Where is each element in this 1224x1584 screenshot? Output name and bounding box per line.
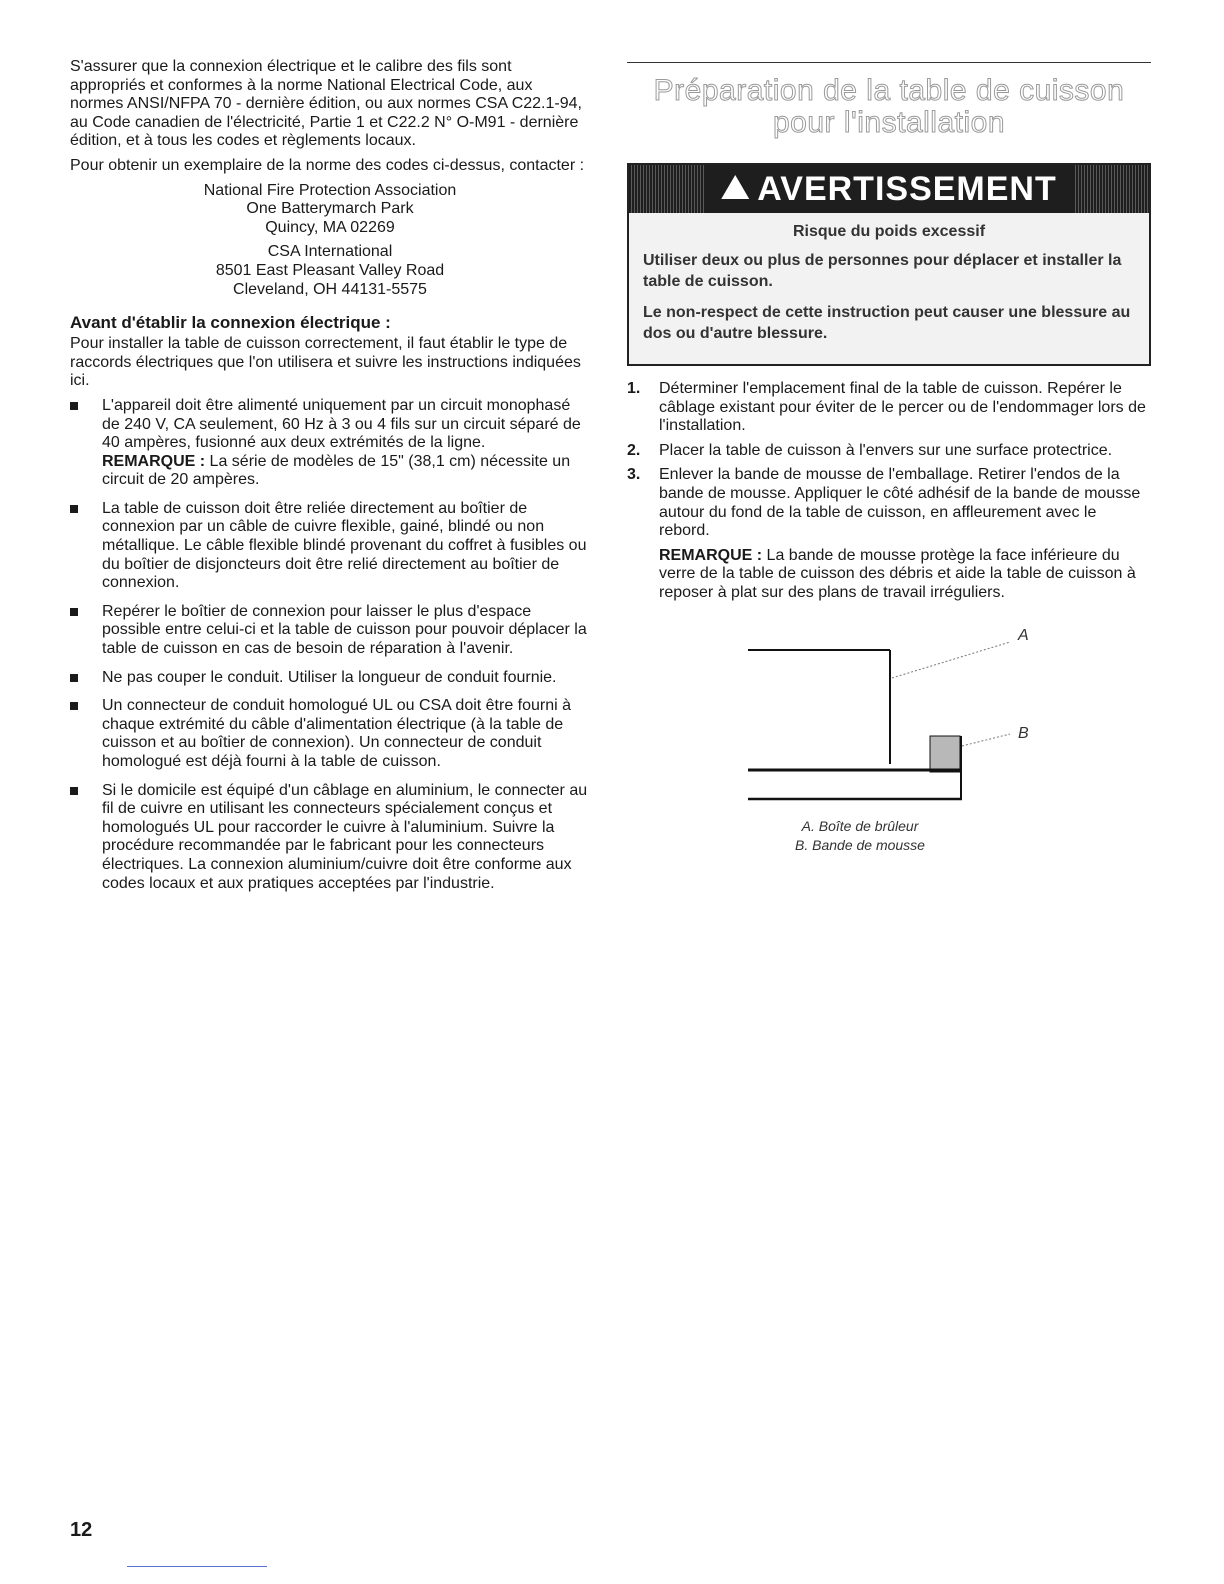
right-column (627, 62, 1151, 603)
list-item: Repérer le boîtier de connexion pour laisser le plus d'espace possible entre celui-ci et la table de cuisson pour pouvoir déplacer la table de cuisson en cas de besoin de réparation à l'avenir. (70, 603, 590, 659)
step-item: 3. Enlever la bande de mousse de l'emballage. Retirer l'endos de la bande de mousse. Appliquer le côté adhésif de la bande de mousse autour du fond de la table de cuisson, en affleurement avec le rebord. (627, 466, 1141, 540)
warning-line: Utiliser deux ou plus de personnes pour déplacer et installer la table de cuisson. (643, 252, 1122, 290)
list-item: La table de cuisson doit être reliée directement au boîtier de connexion par un câble de cuivre flexible, gainé, blindé ou non métallique. Le câble flexible blindé provenant du coffret à fusibles ou du boîtier de disjoncteurs doit être relié directement au boîtier de connexion. (70, 500, 590, 593)
address-line: 8501 East Pleasant Valley Road (215, 261, 445, 279)
callout-leader-a (892, 642, 1010, 678)
list-item: L'appareil doit être alimenté uniquement par un circuit monophasé de 240 V, CA seulement, 60 Hz à 3 ou 4 fils sur un circuit séparé de 40 ampères, fusionné aux deux extrémités de la ligne. REMARQUE : La série de modèles de 15" (38,1 cm) nécessite un circuit de 20 ampères. (70, 397, 590, 490)
address-line: Quincy, MA 02269 (265, 218, 395, 236)
warning-header (629, 165, 1149, 213)
divider (627, 62, 1151, 63)
note: REMARQUE : La série de modèles de 15" (38,1 cm) nécessite un circuit de 20 ampères. (102, 452, 571, 489)
foam-strip-diagram (740, 618, 1040, 818)
list-item: Ne pas couper le conduit. Utiliser la longueur de conduit fournie. (70, 669, 590, 688)
callout-label-b: B (1018, 725, 1029, 742)
list-item: Un connecteur de conduit homologué UL ou CSA doit être fourni à chaque extrémité du câble d'alimentation électrique (à la table de cuisson et au boîtier de connexion). Un connecteur de conduit homologué est déjà fourni à la table de cuisson. (70, 697, 590, 771)
bullet-icon (70, 402, 78, 410)
diagram-captions (740, 817, 980, 855)
bullet-icon (70, 674, 78, 682)
left-column (70, 58, 590, 903)
caption-a: A. Boîte de brûleur (801, 818, 919, 834)
callout-label-a: A (1018, 627, 1029, 644)
bullet-icon (70, 608, 78, 616)
address-line: Cleveland, OH 44131-5575 (233, 280, 427, 298)
obtain-paragraph: Pour obtenir un exemplaire de la norme des codes ci-dessus, contacter : (70, 156, 585, 174)
bullet-icon (70, 787, 78, 795)
section-title: Préparation de la table de cuisson pour l'installation (653, 74, 1125, 139)
warning-box (627, 163, 1151, 366)
section-heading: Avant d'établir la connexion électrique : (70, 313, 391, 333)
warning-body (629, 213, 1149, 364)
address-line: CSA International (267, 243, 393, 261)
foam-strip-rect (930, 736, 960, 772)
callout-leader-b (962, 734, 1010, 746)
caption-b: B. Bande de mousse (795, 837, 925, 853)
list-item: Si le domicile est équipé d'un câblage en aluminium, le connecter au fil de cuivre en utilisant les connecteurs spécialement conçus et homologués UL pour raccorder le cuivre à l'aluminium. Suivre la procédure recommandée par le fabricant pour les connecteurs électriques. La connexion aluminium/cuivre doit être conforme aux codes locaux et aux pratiques acceptées par l'industrie. (70, 782, 590, 894)
step-item: 1. Déterminer l'emplacement final de la table de cuisson. Repérer le câblage existant pour éviter de le percer ou de l'endommager lors de l'installation. (627, 380, 1146, 435)
address-line: National Fire Protection Association (203, 181, 457, 199)
address-line: One Batterymarch Park (246, 200, 414, 218)
footer-rule (127, 1566, 267, 1567)
warning-risk: Risque du poids excessif (792, 223, 986, 240)
intro-paragraph: S'assurer que la connexion électrique et le calibre des fils sont appropriés et conformes à la norme National Electrical Code, aux normes ANSI/NFPA 70 - dernière édition, ou aux normes CSA C22.1-94, au Code canadien de l'électricité, Partie 1 et C22.2 N° O-M91 - dernière édition, et à tous les codes et règlements locaux. (70, 58, 582, 150)
step-note: REMARQUE : La bande de mousse protège la face inférieure du verre de la table de cuisson des débris et aide la table de cuisson à reposer à plat sur des plans de travail irréguliers. (659, 546, 1136, 601)
bullet-list (70, 397, 590, 893)
address-block (70, 182, 590, 300)
bullet-icon (70, 702, 78, 710)
warning-word: AVERTISSEMENT (757, 169, 1057, 208)
bullet-icon (70, 505, 78, 513)
step-item: 2. Placer la table de cuisson à l'envers sur une surface protectrice. (627, 441, 1113, 459)
warning-line: Le non-respect de cette instruction peut causer une blessure au dos ou d'autre blessure. (643, 304, 1131, 342)
steps-list (627, 380, 1151, 541)
heading-intro: Pour installer la table de cuisson correctement, il faut établir le type de raccords électriques que l'on utilisera et suivre les instructions indiquées ici. (70, 335, 581, 390)
page-number: 12 (70, 1519, 93, 1541)
warning-triangle-icon (721, 175, 749, 199)
